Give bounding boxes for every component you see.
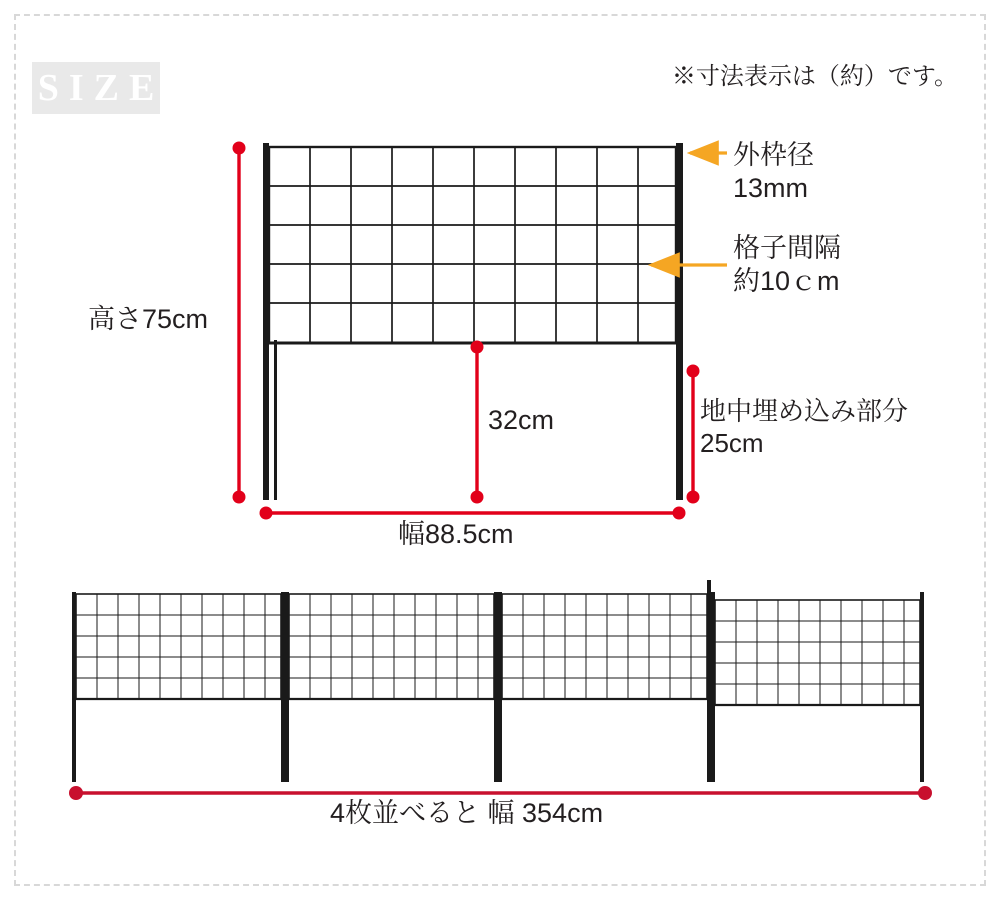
label-height: 高さ75cm xyxy=(88,304,209,334)
panel-3 xyxy=(498,580,711,782)
label-grid-gap-line1: 格子間隔 xyxy=(733,233,841,263)
label-frame-diameter-line2: 13mm xyxy=(733,172,809,203)
label-width: 幅88.5cm xyxy=(398,519,514,549)
approximate-note: ※寸法表示は（約）です。 xyxy=(671,63,958,90)
label-buried-depth-line2: 25cm xyxy=(700,427,764,458)
label-buried-depth-line1: 地中埋め込み部分 xyxy=(700,396,909,426)
dimension-mesh-height xyxy=(471,341,484,504)
dimension-height xyxy=(233,142,246,504)
four-panel-drawing xyxy=(72,580,924,782)
dimension-buried-depth xyxy=(687,365,700,504)
single-panel-drawing xyxy=(263,143,683,500)
label-frame-diameter-line1: 外枠径 xyxy=(733,140,814,170)
panel-4 xyxy=(711,592,924,782)
label-buried-depth xyxy=(700,396,908,459)
label-grid-gap xyxy=(733,232,841,298)
size-badge: SIZE xyxy=(32,62,160,114)
label-frame-diameter xyxy=(733,139,814,205)
panel-1 xyxy=(72,592,285,782)
label-mesh-height: 32cm xyxy=(488,405,555,435)
label-total-width: 4枚並べると 幅 354cm xyxy=(330,798,604,828)
label-grid-gap-line2: 約10ｃm xyxy=(733,265,840,296)
panel-2 xyxy=(285,592,498,782)
